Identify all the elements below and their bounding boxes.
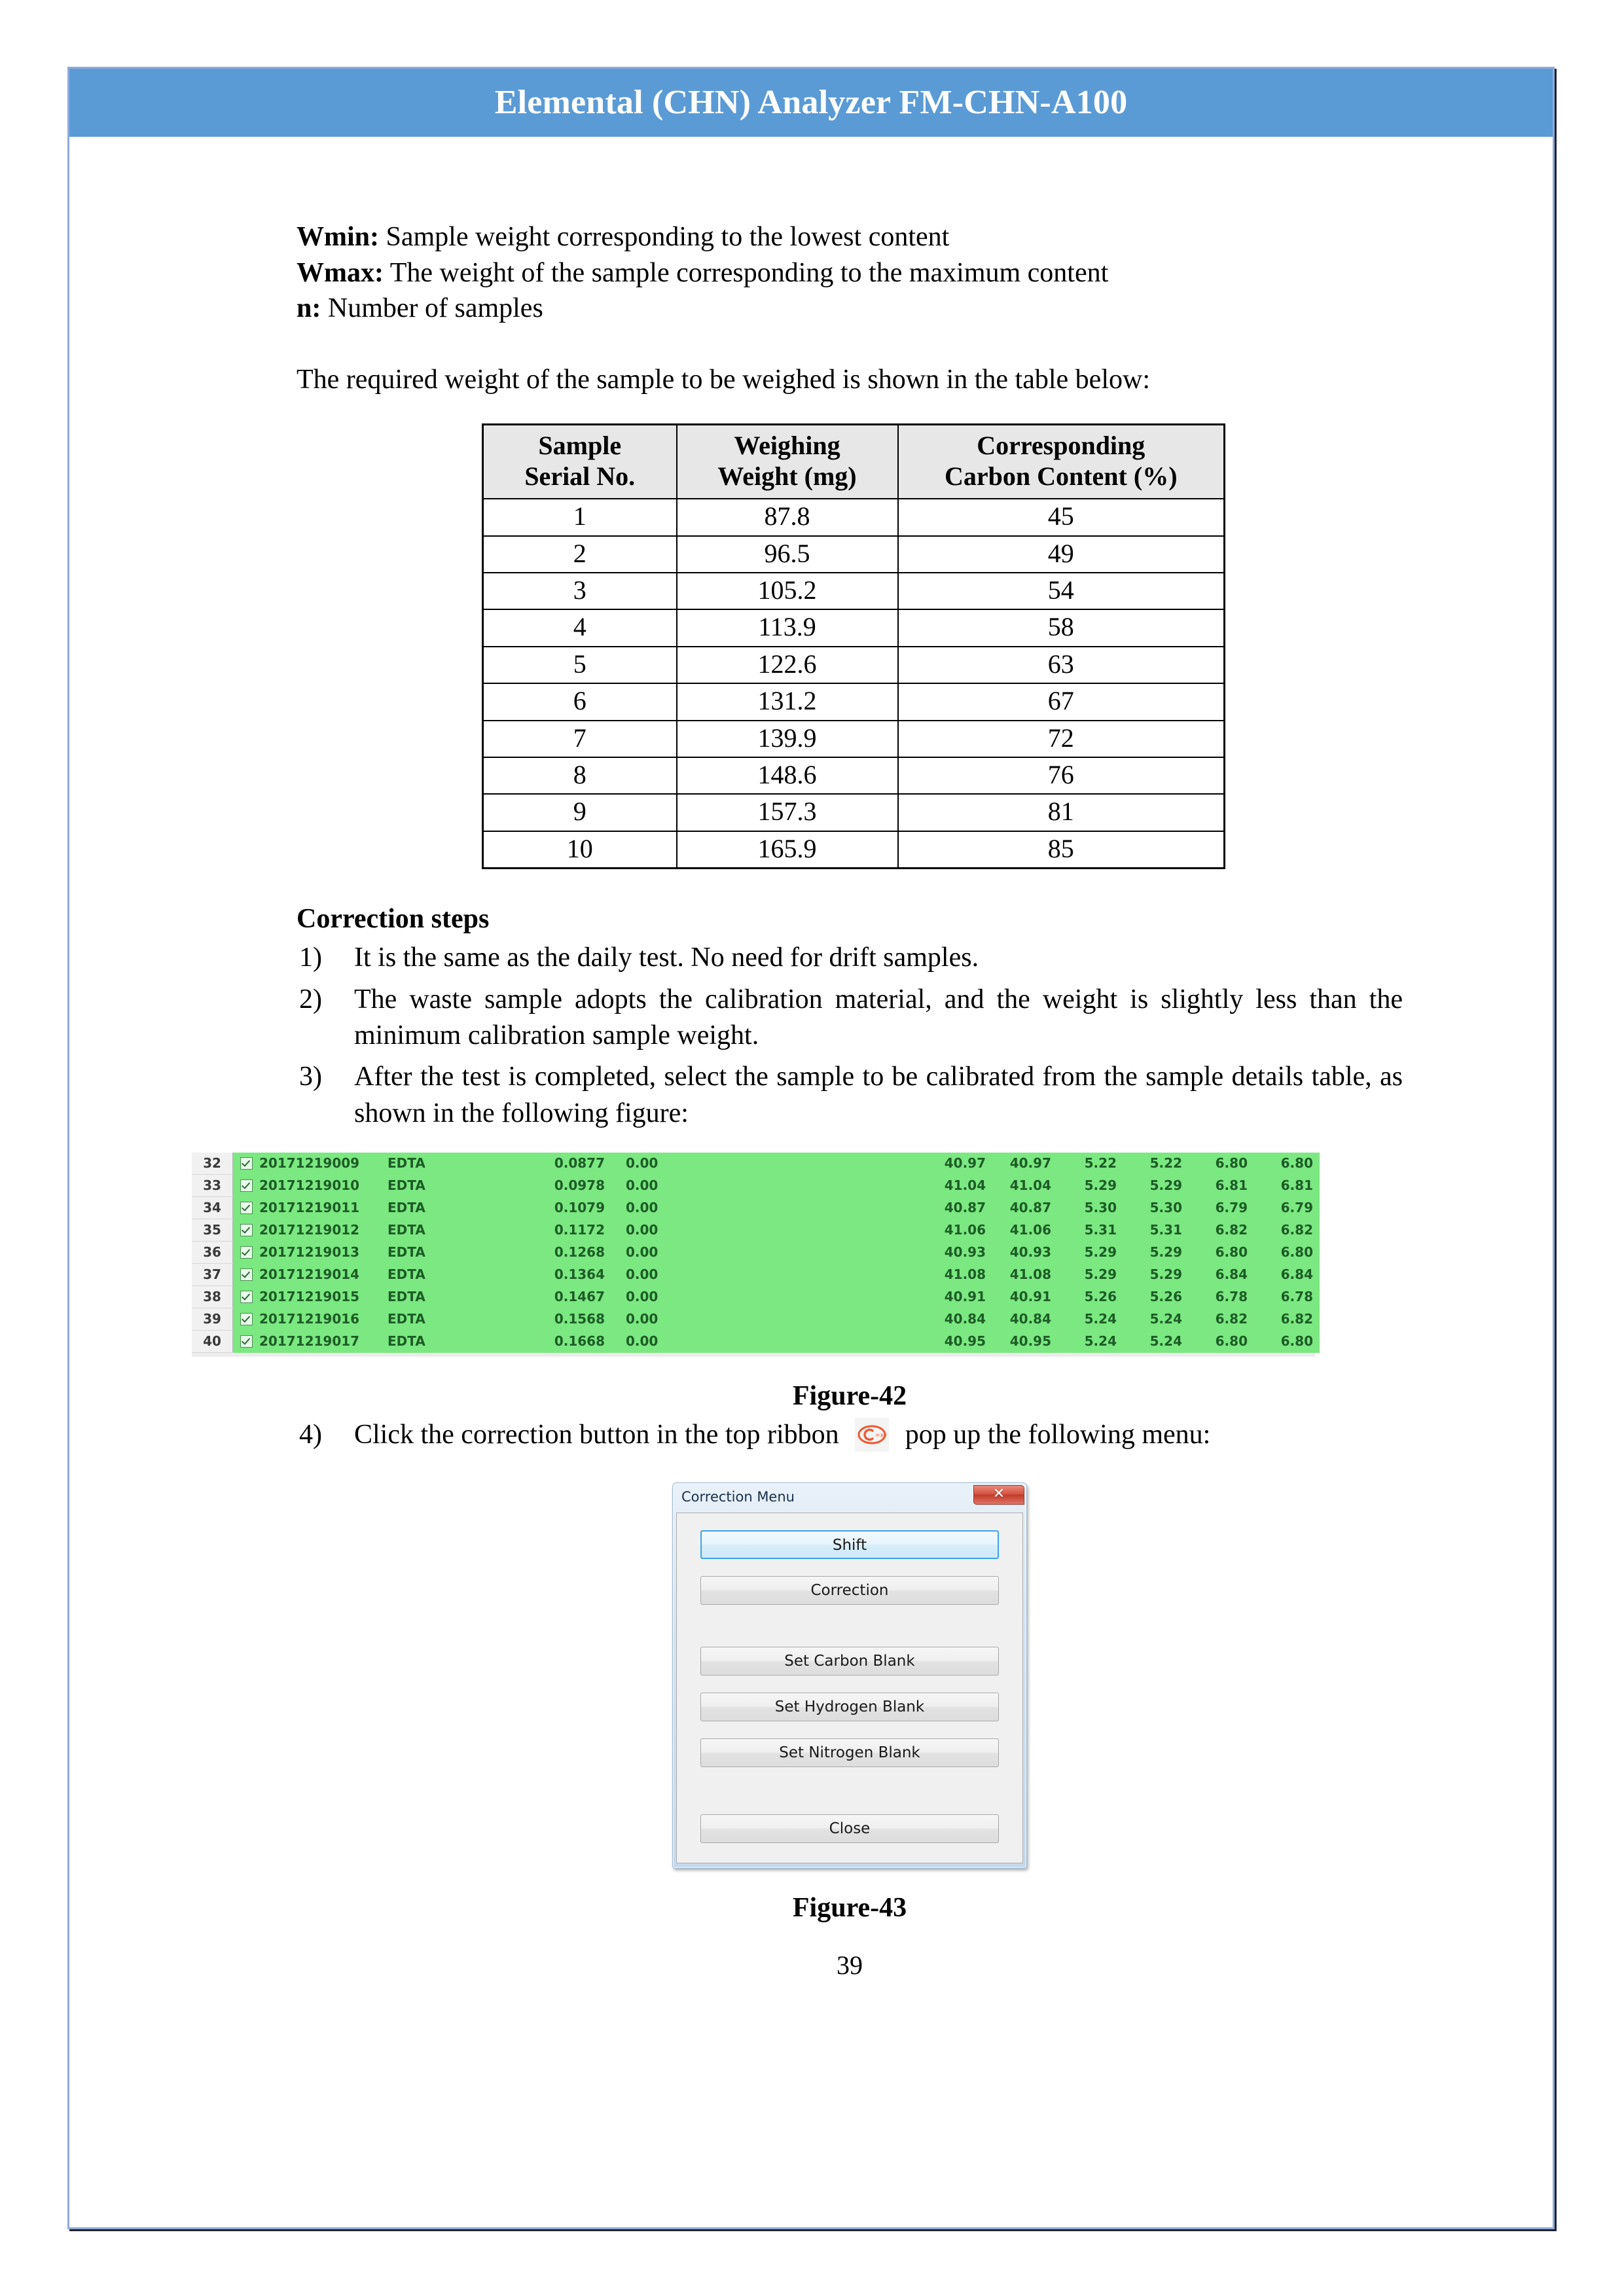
definition-wmax-text: The weight of the sample corresponding to the maximum content — [383, 257, 1109, 288]
definition-n-text: Number of samples — [321, 293, 543, 324]
cell-nitrogen-2: 6.84 — [1254, 1264, 1320, 1286]
cell-serial: 4 — [483, 609, 677, 646]
cell-sample-id: 20171219015 — [259, 1286, 388, 1308]
cell-hydrogen-1: 5.24 — [1058, 1308, 1123, 1331]
list-item-marker: 3) — [299, 1062, 322, 1092]
cell-nitrogen-1: 6.80 — [1189, 1153, 1254, 1175]
correction-steps-list — [297, 940, 1403, 1132]
cell-sample-name: EDTA — [388, 1153, 470, 1175]
figure-42-image — [192, 1153, 1315, 1357]
list-item — [297, 1417, 1403, 1453]
cell-zero: 0.00 — [617, 1242, 711, 1264]
cell-hydrogen-1: 5.26 — [1058, 1286, 1123, 1308]
correction-steps-list-continued — [297, 1417, 1403, 1453]
cell-sample-weight: 0.0978 — [470, 1175, 617, 1197]
table-row — [483, 536, 1225, 573]
checkbox-checked-icon — [240, 1246, 253, 1259]
cell-zero: 0.00 — [617, 1331, 711, 1353]
cell-weight: 165.9 — [677, 831, 898, 869]
cell-sample-id: 20171219011 — [259, 1197, 388, 1219]
row-checkbox[interactable] — [233, 1219, 260, 1242]
cell-sample-weight: 0.1172 — [470, 1219, 617, 1242]
table-row — [483, 683, 1225, 720]
cell-carbon: 58 — [898, 609, 1225, 646]
table-row — [483, 609, 1225, 646]
cell-sample-weight: 0.0877 — [470, 1153, 617, 1175]
cell-carbon-2: 41.04 — [992, 1175, 1058, 1197]
column-header-carbon-line2: Carbon Content (%) — [944, 461, 1178, 491]
figure-43-image — [297, 1482, 1403, 1869]
cell-hydrogen-2: 5.29 — [1123, 1175, 1189, 1197]
cell-carbon-1: 40.91 — [927, 1286, 992, 1308]
cell-hydrogen-2: 5.29 — [1123, 1264, 1189, 1286]
cell-carbon: 49 — [898, 536, 1225, 573]
row-checkbox[interactable] — [233, 1175, 260, 1197]
row-header: 39 — [192, 1308, 233, 1331]
svg-text:=xy: =xy — [875, 1432, 888, 1439]
column-header-weight-line1: Weighing — [734, 431, 840, 461]
cell-hydrogen-2: 5.24 — [1123, 1308, 1189, 1331]
list-item — [297, 982, 1403, 1054]
document-header-banner — [69, 69, 1553, 137]
table-row[interactable] — [192, 1331, 1320, 1353]
row-header: 40 — [192, 1331, 233, 1353]
cell-sample-name: EDTA — [388, 1331, 470, 1353]
cell-sample-name: EDTA — [388, 1308, 470, 1331]
cell-blank — [711, 1175, 927, 1197]
checkbox-checked-icon — [240, 1202, 253, 1214]
cell-carbon-2: 40.84 — [992, 1308, 1058, 1331]
shift-button[interactable]: Shift — [700, 1530, 999, 1559]
cell-sample-id: 20171219009 — [259, 1153, 388, 1175]
table-row — [483, 757, 1225, 794]
set-hydrogen-blank-button[interactable]: Set Hydrogen Blank — [700, 1693, 999, 1721]
checkbox-checked-icon — [240, 1291, 253, 1303]
dialog-titlebar[interactable] — [676, 1486, 1023, 1513]
table-row — [483, 499, 1225, 535]
definition-wmin — [297, 219, 1403, 255]
table-row — [483, 794, 1225, 831]
row-header: 33 — [192, 1175, 233, 1197]
cell-hydrogen-1: 5.22 — [1058, 1153, 1123, 1175]
cell-sample-name: EDTA — [388, 1264, 470, 1286]
cell-carbon-2: 41.08 — [992, 1264, 1058, 1286]
column-header-serial — [483, 425, 677, 499]
list-item-marker: 2) — [299, 984, 322, 1014]
cell-nitrogen-1: 6.80 — [1189, 1242, 1254, 1264]
definition-wmax — [297, 255, 1403, 291]
row-header: 38 — [192, 1286, 233, 1308]
cell-blank — [711, 1153, 927, 1175]
cell-carbon: 63 — [898, 647, 1225, 683]
checkbox-checked-icon — [240, 1335, 253, 1348]
weights-table-wrapper — [297, 423, 1403, 869]
cell-blank — [711, 1286, 927, 1308]
cell-sample-name: EDTA — [388, 1286, 470, 1308]
checkbox-checked-icon — [240, 1268, 253, 1281]
dialog-title: Correction Menu — [681, 1488, 795, 1505]
cell-weight: 122.6 — [677, 647, 898, 683]
cell-carbon-1: 41.06 — [927, 1219, 992, 1242]
cell-nitrogen-2: 6.80 — [1254, 1331, 1320, 1353]
row-header: 32 — [192, 1153, 233, 1175]
cell-nitrogen-1: 6.82 — [1189, 1219, 1254, 1242]
definition-n — [297, 291, 1403, 327]
cell-sample-id: 20171219010 — [259, 1175, 388, 1197]
cell-sample-weight: 0.1079 — [470, 1197, 617, 1219]
cell-sample-weight: 0.1668 — [470, 1331, 617, 1353]
cell-serial: 8 — [483, 757, 677, 794]
cell-sample-id: 20171219017 — [259, 1331, 388, 1353]
column-header-serial-line1: Sample — [538, 431, 622, 461]
cell-serial: 5 — [483, 647, 677, 683]
checkbox-checked-icon — [240, 1313, 253, 1325]
cell-carbon: 85 — [898, 831, 1225, 869]
cell-sample-name: EDTA — [388, 1197, 470, 1219]
cell-serial: 9 — [483, 794, 677, 831]
cell-carbon-1: 40.84 — [927, 1308, 992, 1331]
table-row[interactable] — [192, 1308, 1320, 1331]
spacer — [700, 1559, 999, 1576]
cell-serial: 6 — [483, 683, 677, 720]
cell-nitrogen-2: 6.79 — [1254, 1197, 1320, 1219]
cell-hydrogen-1: 5.30 — [1058, 1197, 1123, 1219]
correction-menu-dialog — [672, 1482, 1027, 1869]
cell-weight: 87.8 — [677, 499, 898, 535]
definition-n-term: n: — [297, 293, 321, 324]
cell-sample-id: 20171219014 — [259, 1264, 388, 1286]
cell-carbon-1: 41.04 — [927, 1175, 992, 1197]
cell-blank — [711, 1264, 927, 1286]
cell-nitrogen-2: 6.80 — [1254, 1242, 1320, 1264]
figure-42-caption: Figure-42 — [792, 1381, 907, 1412]
cell-carbon-2: 40.91 — [992, 1286, 1058, 1308]
sample-details-grid — [192, 1153, 1320, 1353]
cell-zero: 0.00 — [617, 1286, 711, 1308]
cell-nitrogen-2: 6.78 — [1254, 1286, 1320, 1308]
cell-serial: 10 — [483, 831, 677, 869]
list-item-marker: 4) — [299, 1420, 322, 1450]
table-row[interactable] — [192, 1197, 1320, 1219]
cell-serial: 1 — [483, 499, 677, 535]
figure-43-caption: Figure-43 — [792, 1892, 907, 1923]
column-header-weight — [677, 425, 898, 499]
cell-weight: 139.9 — [677, 721, 898, 757]
cell-hydrogen-1: 5.29 — [1058, 1242, 1123, 1264]
set-nitrogen-blank-button[interactable]: Set Nitrogen Blank — [700, 1738, 999, 1767]
cell-weight: 96.5 — [677, 536, 898, 573]
cell-carbon: 76 — [898, 757, 1225, 794]
cell-carbon: 72 — [898, 721, 1225, 757]
cell-sample-id: 20171219016 — [259, 1308, 388, 1331]
close-button[interactable]: Close — [700, 1814, 999, 1843]
table-row — [483, 647, 1225, 683]
row-checkbox[interactable] — [233, 1331, 260, 1353]
cell-zero: 0.00 — [617, 1219, 711, 1242]
definition-wmin-text: Sample weight corresponding to the lowest content — [379, 222, 950, 252]
cell-zero: 0.00 — [617, 1308, 711, 1331]
cell-nitrogen-1: 6.79 — [1189, 1197, 1254, 1219]
cell-weight: 105.2 — [677, 573, 898, 609]
cell-serial: 2 — [483, 536, 677, 573]
table-row[interactable] — [192, 1219, 1320, 1242]
cell-carbon-2: 40.95 — [992, 1331, 1058, 1353]
cell-hydrogen-2: 5.24 — [1123, 1331, 1189, 1353]
checkbox-checked-icon — [240, 1224, 253, 1236]
list-item-text: After the test is completed, select the sample to be calibrated from the sample details table, as shown in the following figure: — [354, 1062, 1403, 1128]
cell-carbon-1: 41.08 — [927, 1264, 992, 1286]
row-header: 36 — [192, 1242, 233, 1264]
cell-carbon-1: 40.87 — [927, 1197, 992, 1219]
table-row — [483, 831, 1225, 869]
table-row[interactable] — [192, 1242, 1320, 1264]
cell-zero: 0.00 — [617, 1197, 711, 1219]
cell-carbon-2: 40.93 — [992, 1242, 1058, 1264]
spacer — [700, 1676, 999, 1693]
table-row[interactable] — [192, 1264, 1320, 1286]
cell-serial: 7 — [483, 721, 677, 757]
cell-carbon-2: 41.06 — [992, 1219, 1058, 1242]
document-content — [203, 219, 1403, 1981]
correction-button[interactable]: Correction — [700, 1576, 999, 1605]
cell-sample-id: 20171219012 — [259, 1219, 388, 1242]
row-checkbox[interactable] — [233, 1308, 260, 1331]
cell-serial: 3 — [483, 573, 677, 609]
table-row[interactable] — [192, 1286, 1320, 1308]
cell-hydrogen-2: 5.26 — [1123, 1286, 1189, 1308]
cell-sample-weight: 0.1364 — [470, 1264, 617, 1286]
correction-steps-heading: Correction steps — [297, 904, 490, 935]
list-item-text-before: Click the correction button in the top ribbon — [354, 1420, 839, 1450]
column-header-serial-line2: Serial No. — [524, 461, 636, 491]
list-item — [297, 940, 1403, 976]
cell-weight: 148.6 — [677, 757, 898, 794]
cell-hydrogen-1: 5.29 — [1058, 1175, 1123, 1197]
checkbox-checked-icon — [240, 1157, 253, 1170]
cell-blank — [711, 1219, 927, 1242]
table-row — [483, 721, 1225, 757]
cell-blank — [711, 1308, 927, 1331]
cell-hydrogen-2: 5.30 — [1123, 1197, 1189, 1219]
row-checkbox[interactable] — [233, 1153, 260, 1175]
row-header: 34 — [192, 1197, 233, 1219]
table-lead-in-text: The required weight of the sample to be weighed is shown in the table below: — [297, 364, 1150, 395]
cell-nitrogen-1: 6.81 — [1189, 1175, 1254, 1197]
cell-zero: 0.00 — [617, 1264, 711, 1286]
set-carbon-blank-button[interactable]: Set Carbon Blank — [700, 1647, 999, 1676]
cell-hydrogen-1: 5.24 — [1058, 1331, 1123, 1353]
cell-sample-weight: 0.1268 — [470, 1242, 617, 1264]
table-header-row — [483, 425, 1225, 499]
spacer — [700, 1605, 999, 1647]
cell-weight: 131.2 — [677, 683, 898, 720]
column-header-carbon-line1: Corresponding — [977, 431, 1146, 461]
cell-sample-name: EDTA — [388, 1175, 470, 1197]
list-item-marker: 1) — [299, 942, 322, 973]
cell-sample-weight: 0.1467 — [470, 1286, 617, 1308]
cell-carbon: 67 — [898, 683, 1225, 720]
page-title: Elemental (CHN) Analyzer FM-CHN-A100 — [494, 84, 1128, 121]
list-item-text-after: pop up the following menu: — [905, 1420, 1211, 1450]
cell-hydrogen-2: 5.29 — [1123, 1242, 1189, 1264]
cell-sample-id: 20171219013 — [259, 1242, 388, 1264]
cell-carbon: 81 — [898, 794, 1225, 831]
cell-nitrogen-2: 6.80 — [1254, 1153, 1320, 1175]
row-header: 37 — [192, 1264, 233, 1286]
list-item-text: The waste sample adopts the calibration material, and the weight is slightly less than the minimum calibration sample weight. — [354, 984, 1403, 1050]
definition-wmin-term: Wmin: — [297, 222, 379, 252]
cell-hydrogen-1: 5.31 — [1058, 1219, 1123, 1242]
cell-blank — [711, 1242, 927, 1264]
cell-nitrogen-1: 6.82 — [1189, 1308, 1254, 1331]
page-sheet — [67, 67, 1555, 2229]
cell-carbon-1: 40.97 — [927, 1153, 992, 1175]
page-number: 39 — [837, 1950, 863, 1980]
row-checkbox[interactable] — [233, 1286, 260, 1308]
cell-blank — [711, 1197, 927, 1219]
list-item-text: It is the same as the daily test. No need for drift samples. — [354, 942, 979, 973]
cell-carbon-1: 40.95 — [927, 1331, 992, 1353]
cell-sample-name: EDTA — [388, 1242, 470, 1264]
cell-zero: 0.00 — [617, 1175, 711, 1197]
column-header-weight-line2: Weight (mg) — [717, 461, 857, 491]
dialog-body — [676, 1513, 1023, 1863]
cell-sample-weight: 0.1568 — [470, 1308, 617, 1331]
cell-weight: 157.3 — [677, 794, 898, 831]
correction-ribbon-icon[interactable] — [855, 1418, 889, 1452]
cell-zero: 0.00 — [617, 1153, 711, 1175]
cell-nitrogen-1: 6.80 — [1189, 1331, 1254, 1353]
table-row[interactable] — [192, 1153, 1320, 1175]
cell-hydrogen-2: 5.22 — [1123, 1153, 1189, 1175]
cell-nitrogen-2: 6.82 — [1254, 1219, 1320, 1242]
row-checkbox[interactable] — [233, 1242, 260, 1264]
cell-hydrogen-2: 5.31 — [1123, 1219, 1189, 1242]
row-header: 35 — [192, 1219, 233, 1242]
cell-carbon-1: 40.93 — [927, 1242, 992, 1264]
checkbox-checked-icon — [240, 1179, 253, 1192]
column-header-carbon — [898, 425, 1225, 499]
weights-table — [482, 423, 1225, 869]
row-checkbox[interactable] — [233, 1264, 260, 1286]
cell-nitrogen-2: 6.81 — [1254, 1175, 1320, 1197]
spacer — [700, 1721, 999, 1738]
cell-carbon: 45 — [898, 499, 1225, 535]
definition-wmax-term: Wmax: — [297, 257, 384, 288]
cell-hydrogen-1: 5.29 — [1058, 1264, 1123, 1286]
table-row — [483, 573, 1225, 609]
cell-carbon-2: 40.87 — [992, 1197, 1058, 1219]
cell-sample-name: EDTA — [388, 1219, 470, 1242]
row-checkbox[interactable] — [233, 1197, 260, 1219]
cell-nitrogen-2: 6.82 — [1254, 1308, 1320, 1331]
cell-carbon-2: 40.97 — [992, 1153, 1058, 1175]
cell-nitrogen-1: 6.84 — [1189, 1264, 1254, 1286]
close-icon[interactable]: ✕ — [973, 1485, 1024, 1505]
cell-weight: 113.9 — [677, 609, 898, 646]
spacer — [700, 1767, 999, 1814]
cell-nitrogen-1: 6.78 — [1189, 1286, 1254, 1308]
list-item — [297, 1059, 1403, 1132]
cell-carbon: 54 — [898, 573, 1225, 609]
cell-blank — [711, 1331, 927, 1353]
table-row[interactable] — [192, 1175, 1320, 1197]
